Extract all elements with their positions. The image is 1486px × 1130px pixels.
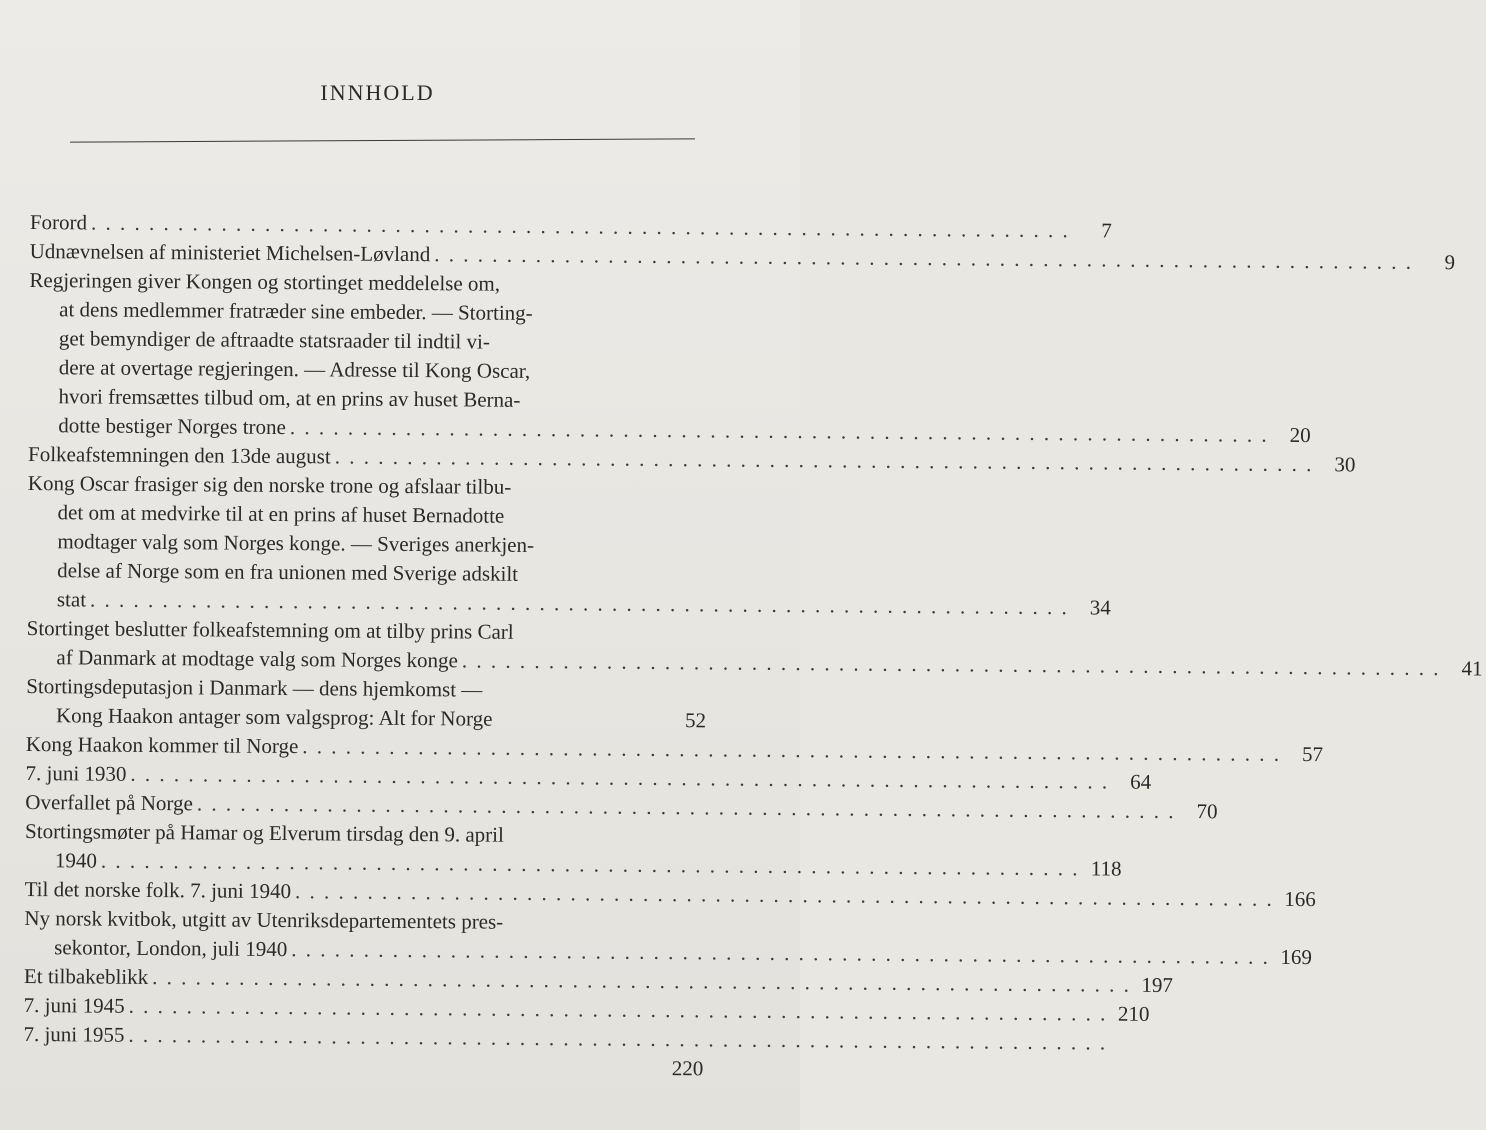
toc-leader-dots: . . . . . . . . . . . . . . . . . . . . . . . . . . . . . . . . . . . . . . . . . . . . . . . . . . . . . . . . . . . . . . . . . . . .	[334, 444, 1314, 477]
toc-entry-text: delse af Norge som en fra unionen med Sverige adskilt	[57, 558, 519, 586]
page-title: INNHOLD	[320, 80, 435, 105]
toc-entry-text: Til det norske folk. 7. juni 1940	[24, 876, 292, 904]
toc-leader-dots: . . . . . . . . . . . . . . . . . . . . . . . . . . . . . . . . . . . . . . . . . . . . . . . . . . . . . . . . . . . . . . . . . . . .	[434, 242, 1414, 274]
toc-page-number: 197	[1141, 972, 1174, 997]
toc-page-number: 34	[1089, 595, 1111, 620]
toc-entry-text: Stortinget beslutter folkeafstemning om at tilby prins Carl	[26, 615, 514, 644]
toc-leader-dots: . . . . . . . . . . . . . . . . . . . . . . . . . . . . . . . . . . . . . . . . . . . . . . . . . . . . . . . . . . . . . . . . . . . .	[196, 791, 1176, 824]
toc-page-number: 7	[1101, 218, 1112, 243]
toc-entry-text: Kong Haakon antager som valgsprog: Alt for Norge	[55, 703, 493, 731]
toc-leader-dots: . . . . . . . . . . . . . . . . . . . . . . . . . . . . . . . . . . . . . . . . . . . . . . . . . . . . . . . . . . . . . . . . . . . .	[130, 761, 1110, 794]
toc-page-number: 57	[1301, 742, 1324, 767]
toc-page-number: 41	[1461, 656, 1483, 681]
toc-leader-dots: . . . . . . . . . . . . . . . . . . . . . . . . . . . . . . . . . . . . . . . . . . . . . . . . . . . . . . . . . . . . . . . . . . . .	[291, 937, 1271, 969]
toc-entry-text: Udnævnelsen af ministeriet Michelsen-Løvland	[29, 238, 431, 267]
toc-entry-text: Forord	[29, 209, 88, 235]
toc-entry-text: Folkeafstemningen den 13de august	[27, 441, 331, 469]
title-rule	[70, 138, 695, 142]
toc-leader-dots: . . . . . . . . . . . . . . . . . . . . . . . . . . . . . . . . . . . . . . . . . . . . . . . . . . . . . . . . . . . . . . . . . . . .	[90, 587, 1069, 620]
toc-leader-dots: . . . . . . . . . . . . . . . . . . . . . . . . . . . . . . . . . . . . . . . . . . . . . . . . . . . . . . . . . . . . . . . . . . . .	[128, 993, 1108, 1026]
toc-entry-text: 7. juni 1930	[25, 760, 127, 786]
toc-entry-text: af Danmark at modtage valg som Norges konge	[56, 645, 458, 673]
toc-leader-dots: . . . . . . . . . . . . . . . . . . . . . . . . . . . . . . . . . . . . . . . . . . . . . . . . . . . . . . . . . . . . . . . . . . . .	[289, 415, 1269, 447]
toc-page-number: 166	[1284, 886, 1316, 912]
toc-entry-text: Stortingsmøter på Hamar og Elverum tirsdag den 9. april	[25, 818, 504, 847]
toc-leader-dots: . . . . . . . . . . . . . . . . . . . . . . . . . . . . . . . . . . . . . . . . . . . . . . . . . . . . . . . . . . . . . . . . . . . .	[294, 879, 1274, 911]
toc-entry-text: get bemyndiger de aftraadte statsraader til indtil vi-	[58, 326, 490, 354]
toc-page-number: 210	[1117, 1001, 1150, 1026]
toc-entry-text: Kong Oscar frasiger sig den norske trone og afslaar tilbu-	[27, 470, 512, 499]
table-of-contents	[23, 208, 1483, 1081]
toc-entry-text: 7. juni 1945	[23, 992, 125, 1018]
toc-page-number: 169	[1280, 944, 1313, 970]
toc-page-number: 52	[684, 708, 707, 733]
toc-page-number: 64	[1130, 769, 1152, 794]
toc-entry-text: 7. juni 1955	[23, 1021, 125, 1047]
toc-entry-text: dotte bestiger Norges trone	[58, 413, 287, 440]
toc-entry	[24, 904, 1313, 970]
toc-entry	[27, 469, 1111, 620]
toc-entry	[26, 672, 706, 735]
toc-entry-text: det om at medvirke til at en prins af huset Bernadotte	[57, 500, 505, 528]
toc-leader-dots: . . . . . . . . . . . . . . . . . . . . . . . . . . . . . . . . . . . . . . . . . . . . . . . . . . . . . . . . . . . . . . . . . . . .	[100, 848, 1080, 881]
toc-entry-text: modtager valg som Norges konge. — Sveriges anerkjen-	[57, 529, 535, 557]
toc-entry	[26, 614, 1483, 681]
toc-leader-dots: . . . . . . . . . . . . . . . . . . . . . . . . . . . . . . . . . . . . . . . . . . . . . . . . . . . . . . . . . . . . . . . . . . . .	[90, 210, 1070, 243]
toc-entry-text: Kong Haakon kommer til Norge	[25, 731, 299, 759]
toc-entry-text: sekontor, London, juli 1940	[54, 935, 288, 962]
toc-entry-text: Ny norsk kvitbok, utgitt av Utenriksdepartementets pres-	[24, 905, 504, 934]
toc-page-number: 118	[1090, 856, 1122, 881]
toc-page-number: 20	[1289, 422, 1311, 448]
toc-entry-text: Et tilbakeblikk	[23, 963, 149, 989]
toc-leader-dots: . . . . . . . . . . . . . . . . . . . . . . . . . . . . . . . . . . . . . . . . . . . . . . . . . . . . . . . . . . . . . . . . . . . .	[302, 734, 1282, 766]
toc-entry	[28, 266, 1311, 448]
toc-page-number	[1111, 1029, 1149, 1058]
toc-leader-dots: . . . . . . . . . . . . . . . . . . . . . . . . . . . . . . . . . . . . . . . . . . . . . . . . . . . . . . . . . . . . . . . . . . . .	[152, 964, 1132, 997]
toc-entry-text: 1940	[54, 848, 97, 873]
toc-leader-dots: . . . . . . . . . . . . . . . . . . . . . . . . . . . . . . . . . . . . . . . . . . . . . . . . . . . . . . . . . . . . . . . . . . . .	[461, 648, 1441, 681]
toc-entry	[23, 1049, 703, 1083]
toc-entry-text: Regjeringen giver Kongen og stortinget meddelelse om,	[29, 267, 501, 296]
toc-entry-text: hvori fremsættes tilbud om, at en prins av huset Berna-	[58, 384, 521, 412]
toc-page-number: 70	[1196, 799, 1218, 824]
toc-page-number: 9	[1444, 250, 1456, 275]
toc-page-number: 220	[671, 1056, 704, 1081]
toc-entry-text: at dens medlemmer fratræder sine embeder. — Storting-	[59, 297, 533, 325]
toc-entry-text: stat	[56, 587, 87, 612]
toc-entry-text: dere at overtage regjeringen. — Adresse til Kong Oscar,	[58, 355, 531, 383]
toc-leader-dots	[496, 705, 664, 735]
toc-leader-dots: . . . . . . . . . . . . . . . . . . . . . . . . . . . . . . . . . . . . . . . . . . . . . . . . . . . . . . . . . . . . . . . . . . . .	[128, 1022, 1108, 1055]
toc-entry-text: Stortingsdeputasjon i Danmark — dens hjemkomst —	[26, 673, 483, 702]
toc-page-number: 30	[1334, 452, 1356, 477]
toc-entry	[25, 817, 1122, 881]
toc-entry-text: Overfallet på Norge	[25, 789, 193, 816]
